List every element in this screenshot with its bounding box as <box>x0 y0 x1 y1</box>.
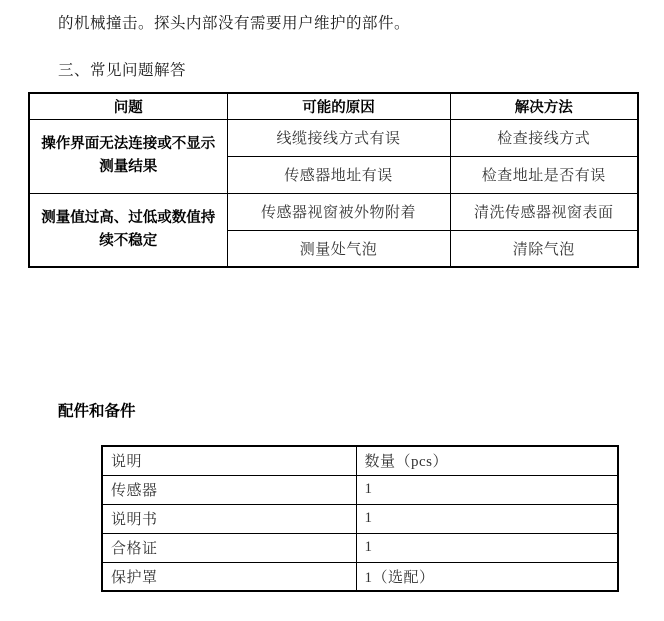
accessories-section-heading: 配件和备件 <box>58 403 136 420</box>
table-row <box>102 562 618 591</box>
faq-cause-1: 线缆接线方式有误 <box>227 119 450 156</box>
accessory-qty-3: 1 <box>356 533 618 562</box>
faq-header-solution: 解决方法 <box>450 93 638 119</box>
faq-cause-3: 传感器视窗被外物附着 <box>227 193 450 230</box>
faq-table <box>28 92 639 268</box>
accessories-header-quantity: 数量（pcs） <box>356 446 618 475</box>
faq-solution-2: 检查地址是否有误 <box>450 156 638 193</box>
faq-cause-4: 测量处气泡 <box>227 230 450 267</box>
faq-solution-4: 清除气泡 <box>450 230 638 267</box>
faq-solution-1: 检查接线方式 <box>450 119 638 156</box>
table-row <box>29 193 638 230</box>
faq-problem-2: 测量值过高、过低或数值持续不稳定 <box>29 193 227 267</box>
accessory-name-3: 合格证 <box>102 533 356 562</box>
accessories-header-row <box>102 446 618 475</box>
table-row <box>102 504 618 533</box>
table-row <box>102 533 618 562</box>
accessory-name-1: 传感器 <box>102 475 356 504</box>
accessories-header-description: 说明 <box>102 446 356 475</box>
accessories-table <box>101 445 619 592</box>
table-row <box>29 119 638 156</box>
faq-header-row <box>29 93 638 119</box>
faq-cause-2: 传感器地址有误 <box>227 156 450 193</box>
faq-problem-1: 操作界面无法连接或不显示测量结果 <box>29 119 227 193</box>
faq-section-heading: 三、常见问题解答 <box>58 62 187 79</box>
table-row <box>102 475 618 504</box>
accessory-name-4: 保护罩 <box>102 562 356 591</box>
body-paragraph: 的机械撞击。探头内部没有需要用户维护的部件。 <box>58 15 411 32</box>
faq-header-problem: 问题 <box>29 93 227 119</box>
accessory-qty-4: 1（选配） <box>356 562 618 591</box>
accessory-qty-1: 1 <box>356 475 618 504</box>
accessory-qty-2: 1 <box>356 504 618 533</box>
faq-solution-3: 清洗传感器视窗表面 <box>450 193 638 230</box>
accessory-name-2: 说明书 <box>102 504 356 533</box>
faq-header-cause: 可能的原因 <box>227 93 450 119</box>
